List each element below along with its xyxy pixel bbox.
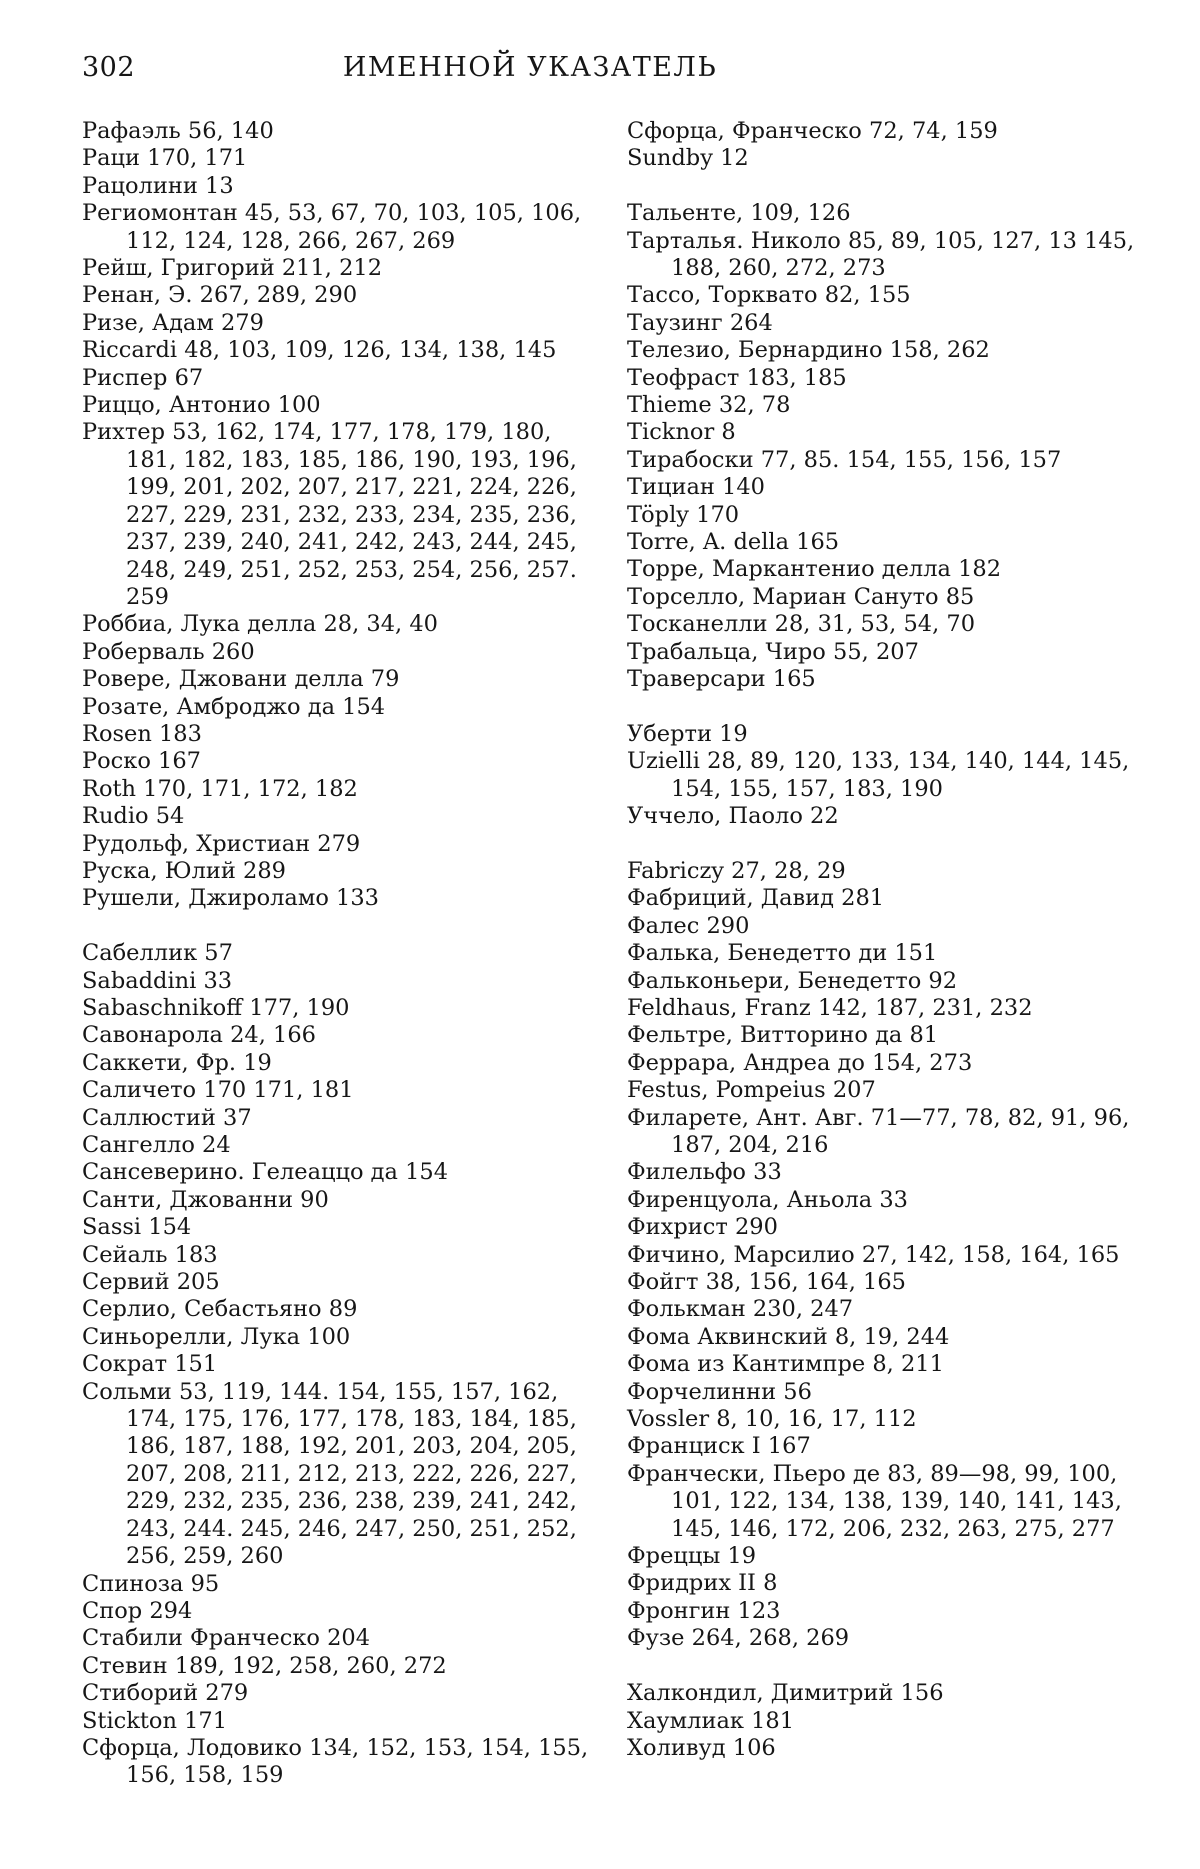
index-entry: Сфорца, Франческо 72, 74, 159 <box>627 118 998 144</box>
index-column-left <box>82 118 602 1790</box>
index-entry: Фолькман 230, 247 <box>627 1296 854 1323</box>
index-entry: Сервий 205 <box>82 1269 220 1296</box>
index-entry: Рудольф, Христиан 279 <box>82 830 361 857</box>
index-entry: Тициан 140 <box>627 474 765 501</box>
index-entry: Саккети, Фр. 19 <box>82 1049 272 1076</box>
index-entry: Thieme 32, 78 <box>627 392 791 419</box>
index-entry: Теофраст 183, 185 <box>627 364 847 391</box>
index-entry: Торселло, Мариан Сануто 85 <box>627 583 975 610</box>
page-number: 302 <box>82 52 136 83</box>
index-entry: Töply 170 <box>627 501 740 528</box>
index-entry: Раци 170, 171 <box>82 145 248 172</box>
index-entry: Fabriczy 27, 28, 29 <box>627 857 846 884</box>
index-entry: Riccardi 48, 103, 109, 126, 134, 138, 145 <box>82 337 557 364</box>
index-entry: Санти, Джованни 90 <box>82 1186 329 1213</box>
index-entry: Тальенте, 109, 126 <box>627 200 851 227</box>
index-entry: Фалес 290 <box>627 912 750 939</box>
index-entry: Хаумлиак 181 <box>627 1707 795 1734</box>
running-title: ИМЕННОЙ УКАЗАТЕЛЬ <box>342 52 718 83</box>
index-entry: Роббиа, Лука делла 28, 34, 40 <box>82 611 438 638</box>
index-entry: Фалька, Бенедетто ди 151 <box>627 940 938 967</box>
index-entry: Саллюстий 37 <box>82 1104 252 1131</box>
index-entry: Розате, Амброджо да 154 <box>82 693 386 720</box>
index-entry: Трабальца, Чиро 55, 207 <box>627 638 919 665</box>
index-entry: Филельфо 33 <box>627 1159 782 1186</box>
index-entry: Савонарола 24, 166 <box>82 1022 316 1049</box>
index-entry: Риспер 67 <box>82 364 204 391</box>
index-entry: Рацолини 13 <box>82 172 234 199</box>
index-entry: Роско 167 <box>82 748 201 775</box>
index-entry: Vossler 8, 10, 16, 17, 112 <box>627 1406 917 1433</box>
index-entry: Фузе 264, 268, 269 <box>627 1625 850 1652</box>
index-entry: Фабриций, Давид 281 <box>627 885 885 912</box>
index-entry: Таузинг 264 <box>627 309 773 336</box>
index-entry: Холивуд 106 <box>627 1734 776 1761</box>
index-entry: Ренан, Э. 267, 289, 290 <box>82 282 358 309</box>
index-entry: Фиренцуола, Аньола 33 <box>627 1186 908 1213</box>
index-entry: Халкондил, Димитрий 156 <box>627 1680 944 1707</box>
index-entry: Фома Аквинский 8, 19, 244 <box>627 1323 950 1350</box>
index-entry: Фальконьери, Бенедетто 92 <box>627 967 958 994</box>
index-entry: Филарете, Ант. Авг. 71—77, 78, 82, 91, 96, 187, 204, 216 <box>627 1104 1137 1158</box>
index-entry: Sassi 154 <box>82 1214 192 1241</box>
index-entry: Sabaddini 33 <box>82 967 233 994</box>
index-entry: Sabaschnikoff 177, 190 <box>82 994 350 1021</box>
index-entry: Синьорелли, Лука 100 <box>82 1323 351 1350</box>
index-entry: Сансеверино. Гелеаццо да 154 <box>82 1159 449 1186</box>
index-entry: Тосканелли 28, 31, 53, 54, 70 <box>627 611 976 638</box>
index-entry: Тирабоски 77, 85. 154, 155, 156, 157 <box>627 446 1062 473</box>
index-entry: Риццо, Антонио 100 <box>82 392 321 419</box>
index-entry: Фома из Кантимпре 8, 211 <box>627 1351 944 1378</box>
index-entry: Роберваль 260 <box>82 638 255 665</box>
index-entry: Стабили Франческо 204 <box>82 1625 371 1652</box>
index-entry: Тассо, Торквато 82, 155 <box>627 282 911 309</box>
index-entry: Рихтер 53, 162, 174, 177, 178, 179, 180, 181, 182, 183, 185, 186, 190, 193, 196, 199, 201, 202, 207, 217, 221, 224, 226, 227, 229, 231, 232, 233, 234, 235, 236, 237, 239, 240, 241, 242, 243, 244, 245, 248, 249, 251, 252, 253, 254, 256, 257. 259 <box>82 419 585 610</box>
index-entry: Сангелло 24 <box>82 1132 231 1159</box>
index-entry: Сейаль 183 <box>82 1241 218 1268</box>
index-entry: Rosen 183 <box>82 720 202 747</box>
index-entry: Рейш, Григорий 211, 212 <box>82 255 383 282</box>
index-entry: Тарталья. Николо 85, 89, 105, 127, 13 145, 188, 260, 272, 273 <box>627 227 1142 282</box>
index-entry: Франциск I 167 <box>627 1433 811 1460</box>
index-entry: Feldhaus, Franz 142, 187, 231, 232 <box>627 994 1033 1021</box>
page-header <box>0 52 1200 92</box>
index-entry: Фридрих II 8 <box>627 1570 778 1597</box>
index-entry: Festus, Pompeius 207 <box>627 1077 876 1104</box>
index-entry: Феррара, Андреа до 154, 273 <box>627 1049 973 1076</box>
index-entry: Стиборий 279 <box>82 1680 249 1707</box>
index-entry: Сабеллик 57 <box>82 940 233 967</box>
index-entry: Спор 294 <box>82 1597 193 1624</box>
index-entry: Rudio 54 <box>82 803 185 830</box>
index-entry: Фельтре, Витторино да 81 <box>627 1022 939 1049</box>
index-entry: Рушели, Джироламо 133 <box>82 885 379 912</box>
index-entry: Спиноза 95 <box>82 1570 220 1597</box>
index-column-right <box>627 118 1147 1762</box>
index-entry: Телезио, Бернардино 158, 262 <box>627 337 990 364</box>
index-entry: Форчелинни 56 <box>627 1378 812 1405</box>
index-entry: Серлио, Себастьяно 89 <box>82 1296 358 1323</box>
index-entry: Торре, Маркантенио делла 182 <box>627 556 1002 583</box>
index-entry: Roth 170, 171, 172, 182 <box>82 775 358 802</box>
index-entry: Региомонтан 45, 53, 67, 70, 103, 105, 106, 112, 124, 128, 266, 267, 269 <box>82 200 589 254</box>
index-entry: Траверсари 165 <box>627 666 816 693</box>
index-entry: Stickton 171 <box>82 1707 228 1734</box>
index-entry: Сфорца, Лодовико 134, 152, 153, 154, 155, 156, 158, 159 <box>82 1734 596 1789</box>
index-entry: Ризе, Адам 279 <box>82 309 264 336</box>
index-entry: Стевин 189, 192, 258, 260, 272 <box>82 1652 447 1679</box>
index-entry: Uzielli 28, 89, 120, 133, 134, 140, 144, 145, 154, 155, 157, 183, 190 <box>627 748 1137 802</box>
index-entry: Саличето 170 171, 181 <box>82 1077 354 1104</box>
index-entry: Фичино, Марсилио 27, 142, 158, 164, 165 <box>627 1241 1120 1268</box>
index-entry: Фронгин 123 <box>627 1597 781 1624</box>
index-entry: Франчески, Пьеро де 83, 89—98, 99, 100, 101, 122, 134, 138, 139, 140, 141, 143, 145, 146, 172, 206, 232, 263, 275, 277 <box>627 1460 1130 1542</box>
index-entry: Сольми 53, 119, 144. 154, 155, 157, 162, 174, 175, 176, 177, 178, 183, 184, 185, 186, 187, 188, 192, 201, 203, 204, 205, 207, 208, 211, 212, 213, 222, 226, 227, 229, 232, 235, 236, 238, 239, 241, 242, 243, 244. 245, 246, 247, 250, 251, 252, 256, 259, 260 <box>82 1378 585 1570</box>
index-entry: Фихрист 290 <box>627 1214 778 1241</box>
index-entry: Фойгт 38, 156, 164, 165 <box>627 1269 906 1296</box>
index-entry: Сократ 151 <box>82 1351 218 1378</box>
index-entry: Уберти 19 <box>627 720 748 747</box>
index-entry: Руска, Юлий 289 <box>82 857 286 884</box>
index-entry: Torre, A. della 165 <box>627 529 840 556</box>
index-entry: Ticknor 8 <box>627 419 736 446</box>
index-entry: Уччело, Паоло 22 <box>627 803 839 830</box>
index-entry: Sundby 12 <box>627 145 749 172</box>
index-entry: Ровере, Джовани делла 79 <box>82 666 400 693</box>
index-entry: Фреццы 19 <box>627 1543 757 1570</box>
index-entry: Рафаэль 56, 140 <box>82 118 274 144</box>
